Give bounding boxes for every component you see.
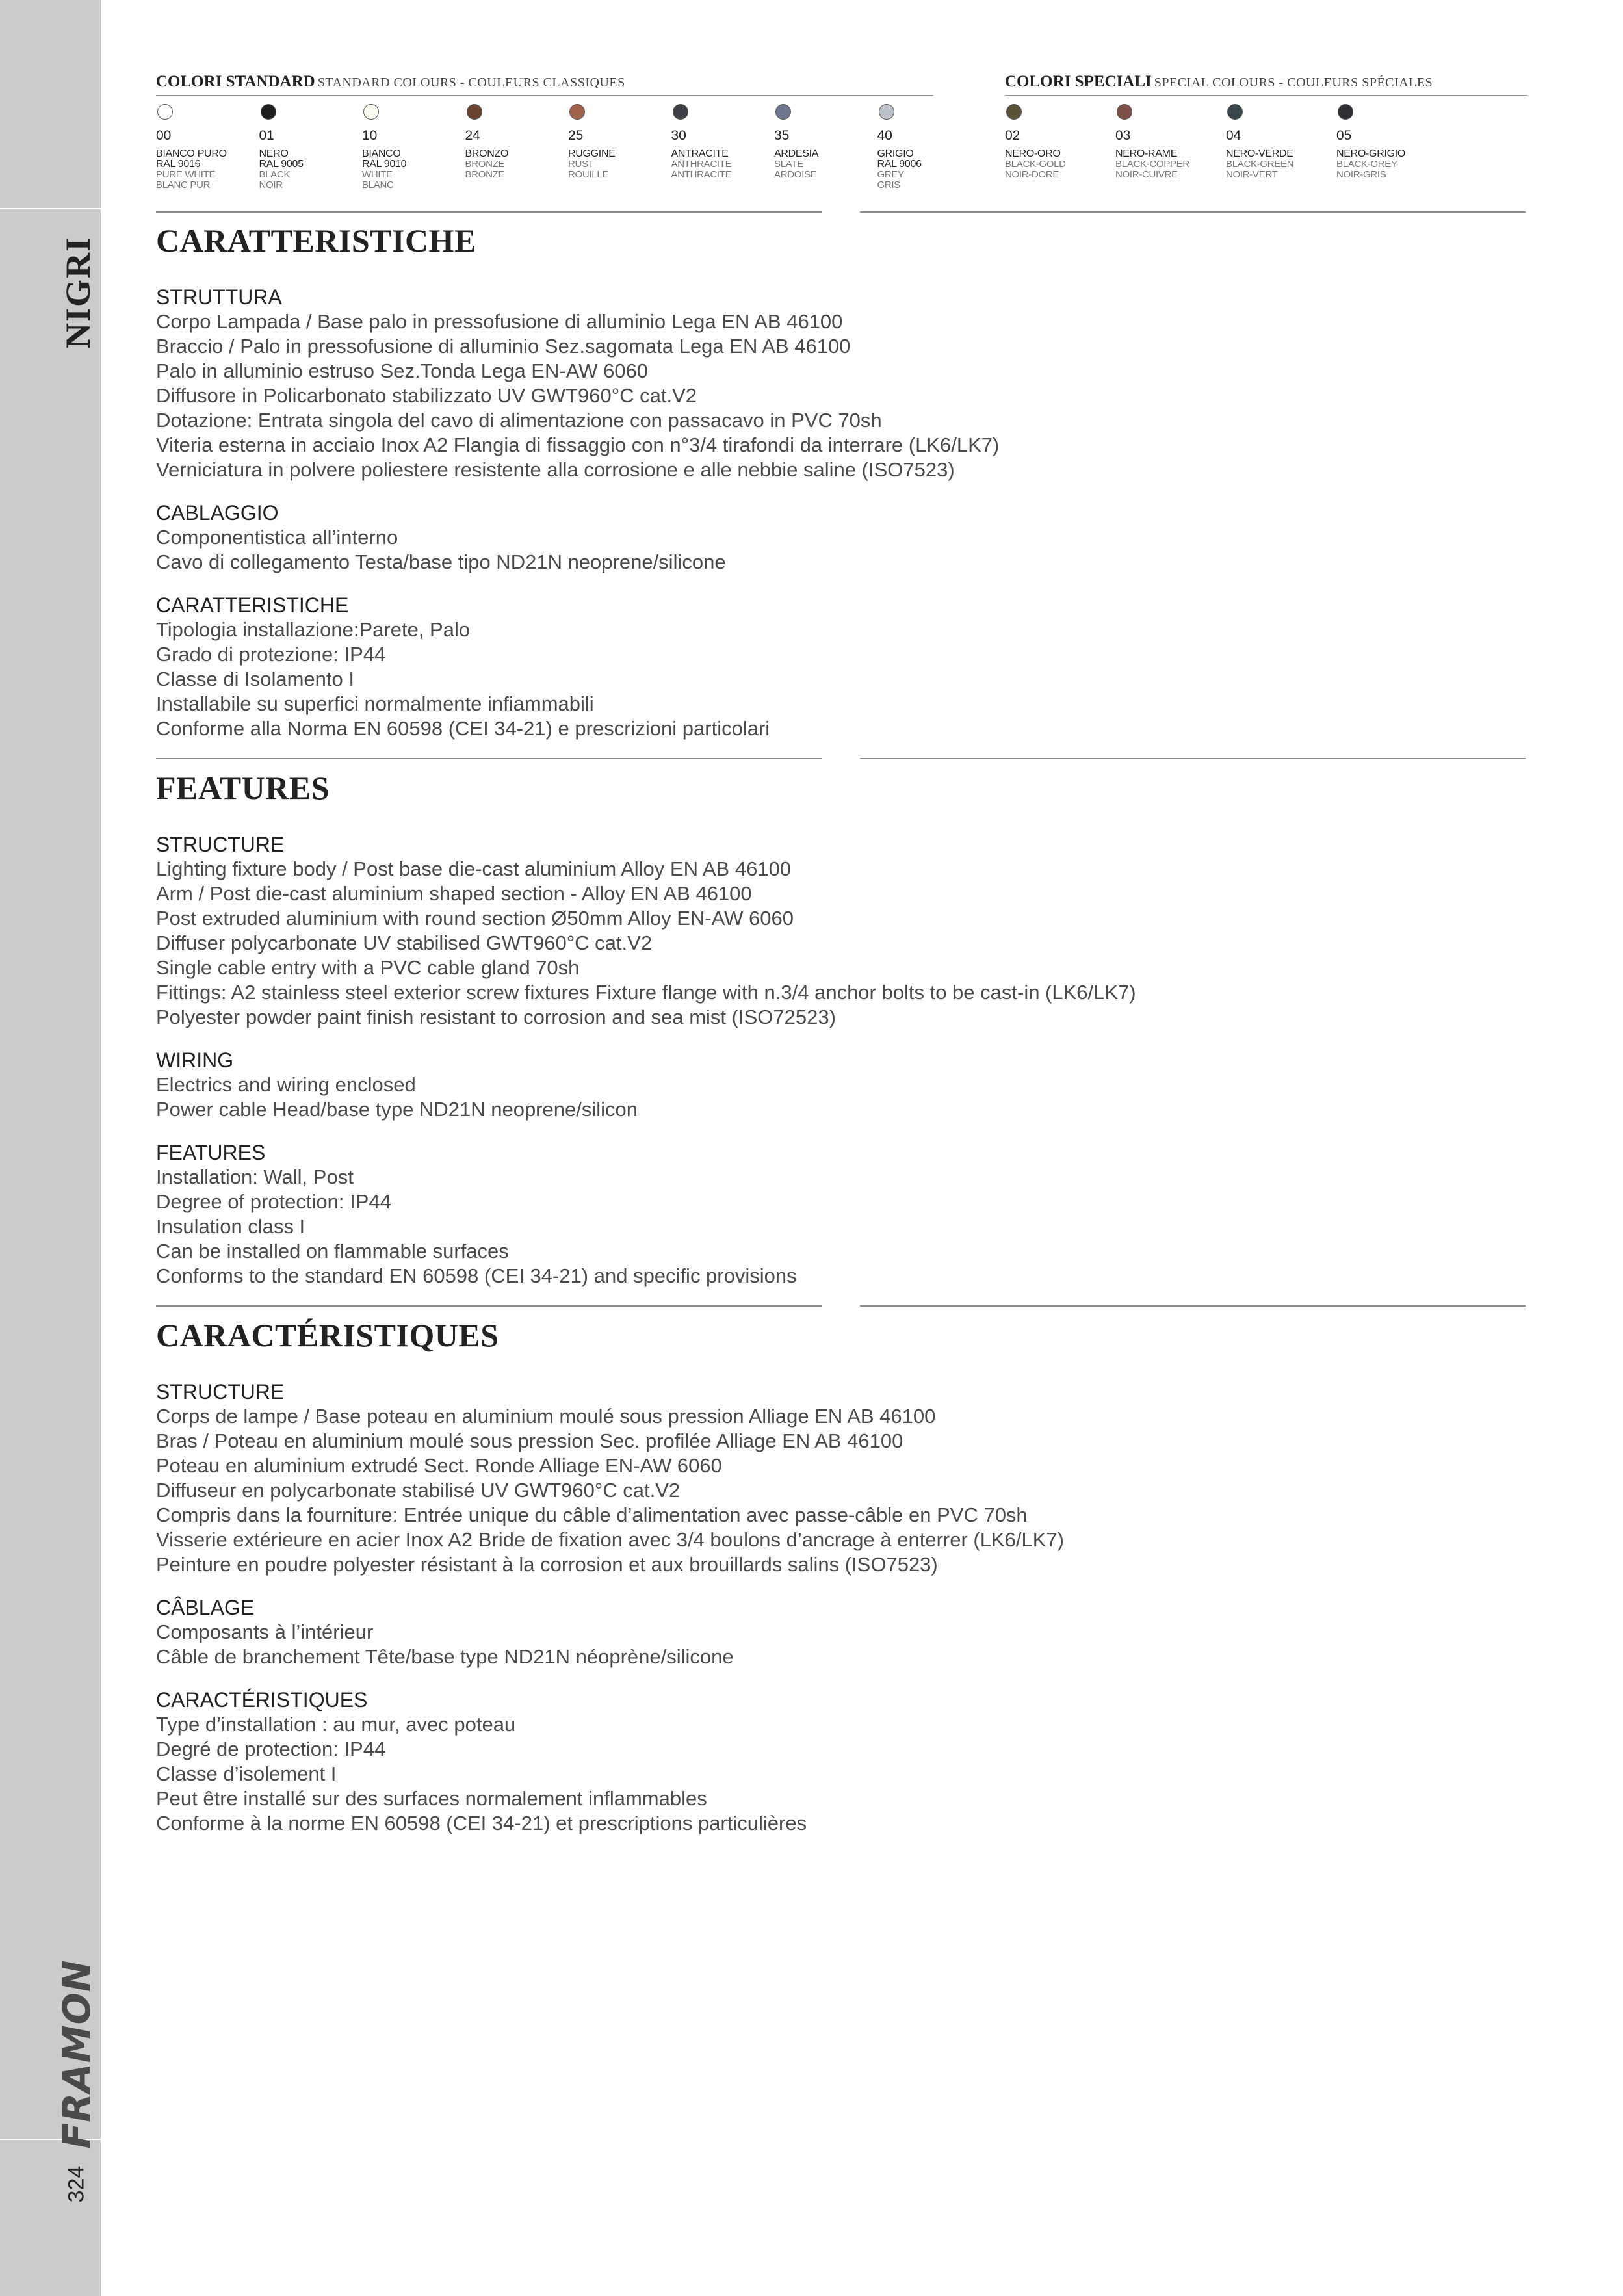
spec-block-title: WIRING — [156, 1049, 234, 1072]
colour-swatch — [671, 104, 782, 180]
colour-ral: RAL 9005 — [259, 159, 304, 170]
standard-colours-subtitle: STANDARD COLOURS - COULEURS CLASSIQUES — [317, 75, 625, 90]
section-divider — [156, 211, 822, 213]
spec-line: Single cable entry with a PVC cable gland 70sh — [156, 956, 580, 979]
spec-line: Bras / Poteau en aluminium moulé sous pression Sec. profilée Alliage EN AB 46100 — [156, 1429, 903, 1452]
spec-line: Conforms to the standard EN 60598 (CEI 34-21) and specific provisions — [156, 1264, 797, 1287]
spec-block — [156, 832, 1521, 1030]
colour-dot — [157, 104, 173, 120]
spec-line: Insulation class I — [156, 1215, 305, 1238]
section-divider — [156, 758, 822, 759]
colour-name: BRONZO — [465, 148, 509, 159]
colour-code: 02 — [1005, 128, 1020, 143]
spec-line: Componentistica all’interno — [156, 526, 398, 549]
colour-name-fr: BLANC — [362, 179, 394, 190]
spec-line: Electrics and wiring enclosed — [156, 1073, 416, 1096]
spec-line: Installation: Wall, Post — [156, 1166, 354, 1188]
spec-line: Post extruded aluminium with round section Ø50mm Alloy EN-AW 6060 — [156, 907, 794, 930]
colour-name-fr: ARDOISE — [774, 169, 817, 180]
spec-line: Visserie extérieure en acier Inox A2 Bride de fixation avec 3/4 boulons d’ancrage à enterrer (LK6/LK7) — [156, 1528, 1064, 1551]
colour-dot — [673, 104, 688, 120]
spec-line: Verniciatura in polvere poliestere resistente alla corrosione e alle nebbie saline (ISO7523) — [156, 458, 955, 481]
colour-code: 10 — [362, 128, 378, 143]
spec-line: Corpo Lampada / Base palo in pressofusione di alluminio Lega EN AB 46100 — [156, 310, 843, 333]
section-title: FEATURES — [156, 770, 330, 806]
colour-name: BIANCO — [362, 148, 401, 159]
spec-line: Compris dans la fourniture: Entrée unique du câble d’alimentation avec passe-câble en PVC 70sh — [156, 1504, 1028, 1526]
spec-block-title: CABLAGGIO — [156, 501, 279, 525]
sidebar — [0, 0, 101, 2296]
spec-line: Peinture en poudre polyester résistant à la corrosion et aux brouillards salins (ISO7523) — [156, 1553, 938, 1576]
colour-swatch — [259, 104, 370, 190]
spec-block — [156, 1688, 1521, 1836]
spec-line: Diffusore in Policarbonato stabilizzato UV GWT960°C cat.V2 — [156, 384, 697, 407]
colour-name-fr: NOIR-VERT — [1226, 169, 1278, 180]
colour-code: 40 — [877, 128, 892, 143]
colour-dot — [1338, 104, 1353, 120]
colour-name-fr: ROUILLE — [568, 169, 609, 180]
colour-swatch — [877, 104, 988, 190]
colour-name-en: BLACK — [259, 169, 291, 180]
spec-line: Classe d’isolement I — [156, 1762, 337, 1785]
colour-name: NERO-VERDE — [1226, 148, 1293, 159]
colour-name: ARDESIA — [774, 148, 819, 159]
spec-block-title: FEATURES — [156, 1141, 266, 1164]
spec-line: Type d’installation : au mur, avec poteau — [156, 1713, 516, 1736]
colour-name-en: ANTHRACITE — [671, 159, 732, 170]
colour-name-fr: NOIR — [259, 179, 283, 190]
standard-colours-title: COLORI STANDARD — [156, 73, 315, 90]
spec-block — [156, 1595, 1521, 1669]
spec-block — [156, 593, 1521, 741]
spec-block — [156, 1048, 1521, 1122]
colour-name-en: WHITE — [362, 169, 393, 180]
spec-line: Cavo di collegamento Testa/base tipo ND21N neoprene/silicone — [156, 551, 726, 573]
spec-line: Can be installed on flammable surfaces — [156, 1240, 509, 1262]
colour-dot — [467, 104, 482, 120]
spec-line: Grado di protezione: IP44 — [156, 643, 386, 666]
spec-line: Diffuseur en polycarbonate stabilisé UV GWT960°C cat.V2 — [156, 1479, 681, 1502]
section-italian — [156, 221, 1521, 741]
colour-name: NERO-ORO — [1005, 148, 1061, 159]
colour-name-en: PURE WHITE — [156, 169, 216, 180]
colour-swatch — [156, 104, 266, 190]
spec-line: Conforme à la norme EN 60598 (CEI 34-21) et prescriptions particulières — [156, 1812, 807, 1834]
colour-code: 30 — [671, 128, 686, 143]
spec-line: Viteria esterna in acciaio Inox A2 Flangia di fissaggio con n°3/4 tirafondi da interrare (LK6/LK7) — [156, 434, 1000, 456]
colour-dot — [1006, 104, 1022, 120]
sidebar-divider — [0, 208, 101, 209]
spec-block — [156, 285, 1521, 482]
colour-name-en: RUST — [568, 159, 594, 170]
colour-code: 04 — [1226, 128, 1241, 143]
section-divider — [860, 758, 1526, 759]
spec-line: Palo in alluminio estruso Sez.Tonda Lega EN-AW 6060 — [156, 359, 649, 382]
colour-name-en: BLACK-GREEN — [1226, 159, 1294, 170]
colour-code: 00 — [156, 128, 172, 143]
spec-line: Peut être installé sur des surfaces normalement inflammables — [156, 1787, 707, 1810]
spec-block-title: CARATTERISTICHE — [156, 594, 349, 617]
colour-dot — [1227, 104, 1243, 120]
colour-name-en: BLACK-GOLD — [1005, 159, 1066, 170]
spec-block-title: STRUTTURA — [156, 285, 282, 309]
spec-line: Fittings: A2 stainless steel exterior screw fixtures Fixture flange with n.3/4 anchor bolts to be cast-in (LK6/LK7) — [156, 981, 1136, 1004]
colour-name-fr: BRONZE — [465, 169, 505, 180]
colour-swatch — [568, 104, 679, 180]
colour-name-en: BLACK-COPPER — [1115, 159, 1189, 170]
colour-swatch — [362, 104, 473, 190]
spec-line: Diffuser polycarbonate UV stabilised GWT960°C cat.V2 — [156, 932, 653, 954]
spec-line: Dotazione: Entrata singola del cavo di alimentazione con passacavo in PVC 70sh — [156, 409, 882, 432]
colour-name-en: BLACK-GREY — [1336, 159, 1397, 170]
spec-line: Polyester powder paint finish resistant to corrosion and sea mist (ISO72523) — [156, 1006, 836, 1028]
standard-colours-header — [156, 73, 625, 91]
special-colours-rule — [1005, 95, 1527, 96]
special-colours-header — [1005, 73, 1433, 91]
spec-block-title: CARACTÉRISTIQUES — [156, 1688, 368, 1712]
colour-ral: RAL 9016 — [156, 159, 201, 170]
colour-name-fr: ANTHRACITE — [671, 169, 732, 180]
colour-swatch — [1115, 104, 1226, 180]
colour-dot — [569, 104, 585, 120]
special-colours-title: COLORI SPECIALI — [1005, 73, 1152, 90]
section-french — [156, 1316, 1521, 1836]
colour-swatch — [1226, 104, 1336, 180]
colour-name: BIANCO PURO — [156, 148, 227, 159]
spec-line: Degree of protection: IP44 — [156, 1190, 391, 1213]
spec-line: Câble de branchement Tête/base type ND21N néoprène/silicone — [156, 1645, 734, 1668]
spec-line: Corps de lampe / Base poteau en aluminium moulé sous pression Alliage EN AB 46100 — [156, 1405, 936, 1428]
spec-line: Poteau en aluminium extrudé Sect. Ronde Alliage EN-AW 6060 — [156, 1454, 722, 1477]
colour-swatch — [465, 104, 576, 180]
section-title: CARATTERISTICHE — [156, 222, 476, 259]
colour-dot — [775, 104, 791, 120]
colour-name-fr: NOIR-CUIVRE — [1115, 169, 1178, 180]
spec-line: Power cable Head/base type ND21N neoprene/silicon — [156, 1098, 638, 1121]
standard-colours-rule — [156, 95, 933, 96]
section-divider — [156, 1305, 822, 1307]
colour-name: RUGGINE — [568, 148, 616, 159]
colour-swatch — [774, 104, 885, 180]
spec-line: Installabile su superfici normalmente infiammabili — [156, 692, 594, 715]
colour-name-fr: NOIR-DORE — [1005, 169, 1059, 180]
section-divider — [860, 211, 1526, 213]
colour-name: GRIGIO — [877, 148, 914, 159]
spec-line: Composants à l’intérieur — [156, 1621, 374, 1643]
brand-logo: FRAMON — [55, 1959, 99, 2149]
page-number: 324 — [64, 2165, 89, 2203]
spec-block-title: CÂBLAGE — [156, 1596, 255, 1619]
colour-dot — [1117, 104, 1132, 120]
spec-block-title: STRUCTURE — [156, 1380, 285, 1403]
spec-line: Classe di Isolamento I — [156, 668, 354, 690]
spec-block — [156, 1379, 1521, 1577]
spec-block-title: STRUCTURE — [156, 833, 285, 856]
colour-dot — [261, 104, 276, 120]
colour-name: NERO-RAME — [1115, 148, 1178, 159]
product-name: NIGRI — [58, 236, 97, 349]
colour-code: 05 — [1336, 128, 1352, 143]
spec-line: Degré de protection: IP44 — [156, 1738, 386, 1760]
colour-code: 01 — [259, 128, 274, 143]
colour-dot — [363, 104, 379, 120]
spec-block — [156, 501, 1521, 575]
colour-code: 35 — [774, 128, 790, 143]
colour-name-en: SLATE — [774, 159, 803, 170]
colour-name: NERO-GRIGIO — [1336, 148, 1406, 159]
colour-name-fr: NOIR-GRIS — [1336, 169, 1386, 180]
special-colours-subtitle: SPECIAL COLOURS - COULEURS SPÉCIALES — [1154, 75, 1433, 90]
spec-line: Tipologia installazione:Parete, Palo — [156, 618, 471, 641]
colour-ral: RAL 9010 — [362, 159, 407, 170]
colour-name: ANTRACITE — [671, 148, 729, 159]
colour-name-en: BRONZE — [465, 159, 505, 170]
spec-line: Conforme alla Norma EN 60598 (CEI 34-21) e prescrizioni particolari — [156, 717, 770, 740]
colour-code: 24 — [465, 128, 480, 143]
spec-line: Lighting fixture body / Post base die-cast aluminium Alloy EN AB 46100 — [156, 857, 792, 880]
colour-dot — [879, 104, 894, 120]
colour-swatch — [1005, 104, 1115, 180]
spec-line: Arm / Post die-cast aluminium shaped section - Alloy EN AB 46100 — [156, 882, 752, 905]
colour-name-fr: BLANC PUR — [156, 179, 211, 190]
section-english — [156, 768, 1521, 1288]
colour-swatch — [1336, 104, 1447, 180]
colour-code: 03 — [1115, 128, 1131, 143]
spec-block — [156, 1140, 1521, 1288]
spec-line: Braccio / Palo in pressofusione di alluminio Sez.sagomata Lega EN AB 46100 — [156, 335, 851, 358]
section-divider — [860, 1305, 1526, 1307]
colour-name-en: GREY — [877, 169, 904, 180]
colour-name-fr: GRIS — [877, 179, 900, 190]
colour-name: NERO — [259, 148, 289, 159]
colour-code: 25 — [568, 128, 584, 143]
colour-ral: RAL 9006 — [877, 159, 922, 170]
section-title: CARACTÉRISTIQUES — [156, 1317, 499, 1353]
